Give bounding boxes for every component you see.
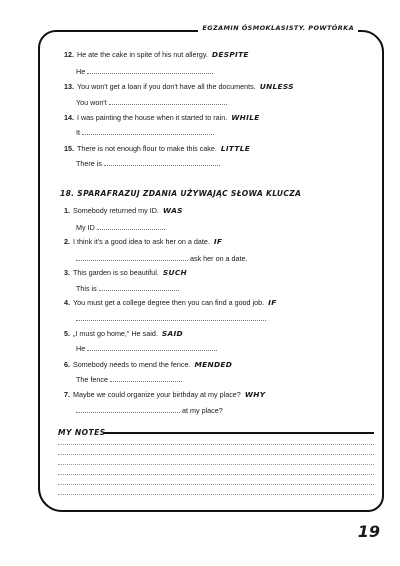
item-number: 15. <box>64 144 74 153</box>
answer-line-13[interactable] <box>76 98 227 107</box>
answer-start: There is <box>76 159 102 168</box>
answer-blank[interactable] <box>104 159 220 166</box>
ex18-answer-1[interactable] <box>76 223 165 232</box>
sentence-text: Somebody needs to mend the fence. <box>73 360 191 369</box>
item-number: 3. <box>64 268 70 277</box>
exercise-title: 18. SPARAFRAZUJ ZDANIA UŻYWAJĄC SŁOWA KLUCZA <box>60 189 302 198</box>
sentence-text: I think it's a good idea to ask her on a date. <box>73 237 210 246</box>
notes-divider <box>104 432 374 434</box>
item-number: 4. <box>64 298 70 307</box>
answer-end: at my place? <box>182 406 223 415</box>
keyword: IF <box>268 298 277 307</box>
answer-start: He <box>76 67 86 76</box>
item-number: 5. <box>64 329 70 338</box>
keyword: WAS <box>162 206 183 215</box>
item-number: 14. <box>64 113 74 122</box>
item-number: 7. <box>64 390 70 399</box>
answer-blank[interactable] <box>87 344 217 351</box>
ex18-answer-7[interactable] <box>76 406 223 415</box>
item-number: 12. <box>64 50 74 59</box>
sentence-14 <box>64 113 260 122</box>
sentence-text: You must get a college degree then you can find a good job. <box>73 298 265 307</box>
ex18-sentence-6 <box>64 360 232 369</box>
answer-blank[interactable] <box>97 223 165 230</box>
item-number: 13. <box>64 82 74 91</box>
keyword: SUCH <box>162 268 188 277</box>
answer-blank[interactable] <box>110 375 182 382</box>
answer-line-15[interactable] <box>76 159 220 168</box>
sentence-13 <box>64 82 294 91</box>
sentence-15 <box>64 144 250 153</box>
answer-blank[interactable] <box>76 254 188 261</box>
ex18-answer-2[interactable] <box>76 254 248 263</box>
keyword: LITTLE <box>220 144 251 153</box>
answer-start: This is <box>76 284 97 293</box>
notes-title: MY NOTES <box>58 428 106 437</box>
ex18-sentence-2 <box>64 237 222 246</box>
ex18-sentence-1 <box>64 206 183 215</box>
ex18-answer-4[interactable] <box>76 314 266 323</box>
ex18-sentence-4 <box>64 298 277 307</box>
keyword: MENDED <box>194 360 233 369</box>
sentence-text: „I must go home," He said. <box>73 329 158 338</box>
note-line[interactable] <box>58 464 374 465</box>
item-number: 2. <box>64 237 70 246</box>
answer-start: My ID <box>76 223 95 232</box>
header-tag: EGZAMIN ÓSMOKLASISTY. POWTÓRKA <box>198 24 358 32</box>
note-line[interactable] <box>58 494 374 495</box>
answer-blank[interactable] <box>109 98 227 105</box>
answer-blank[interactable] <box>87 67 213 74</box>
keyword: WHY <box>244 390 266 399</box>
keyword: UNLESS <box>259 82 294 91</box>
answer-blank[interactable] <box>76 314 266 321</box>
item-number: 1. <box>64 206 70 215</box>
sentence-text: He ate the cake in spite of his nut allergy. <box>77 50 208 59</box>
answer-line-12[interactable] <box>76 67 213 76</box>
ex18-answer-5[interactable] <box>76 344 217 353</box>
answer-blank[interactable] <box>82 128 214 135</box>
sentence-text: This garden is so beautiful. <box>73 268 159 277</box>
ex18-answer-3[interactable] <box>76 284 179 293</box>
sentence-text: Maybe we could organize your birthday at my place? <box>73 390 241 399</box>
sentence-text: Somebody returned my ID. <box>73 206 159 215</box>
answer-blank[interactable] <box>99 284 179 291</box>
keyword: WHILE <box>231 113 260 122</box>
page-number: 19 <box>357 522 380 541</box>
ex18-sentence-5 <box>64 329 183 338</box>
note-line[interactable] <box>58 454 374 455</box>
note-line[interactable] <box>58 444 374 445</box>
sentence-text: There is not enough flour to make this cake. <box>77 144 217 153</box>
keyword: IF <box>213 237 223 246</box>
sentence-text: You won't get a loan if you don't have all the documents. <box>77 82 256 91</box>
note-line[interactable] <box>58 484 374 485</box>
answer-blank[interactable] <box>76 406 180 413</box>
answer-line-14[interactable] <box>76 128 214 137</box>
answer-start: The fence <box>76 375 108 384</box>
ex18-sentence-3 <box>64 268 187 277</box>
item-number: 6. <box>64 360 70 369</box>
note-line[interactable] <box>58 474 374 475</box>
answer-start: It <box>76 128 80 137</box>
sentence-text: I was painting the house when it started to rain. <box>77 113 228 122</box>
answer-start: He <box>76 344 86 353</box>
ex18-sentence-7 <box>64 390 265 399</box>
keyword: SAID <box>161 329 183 338</box>
answer-start: You won't <box>76 98 107 107</box>
ex18-answer-6[interactable] <box>76 375 182 384</box>
answer-end: ask her on a date. <box>190 254 248 263</box>
sentence-12 <box>64 50 249 59</box>
keyword: DESPITE <box>211 50 249 59</box>
